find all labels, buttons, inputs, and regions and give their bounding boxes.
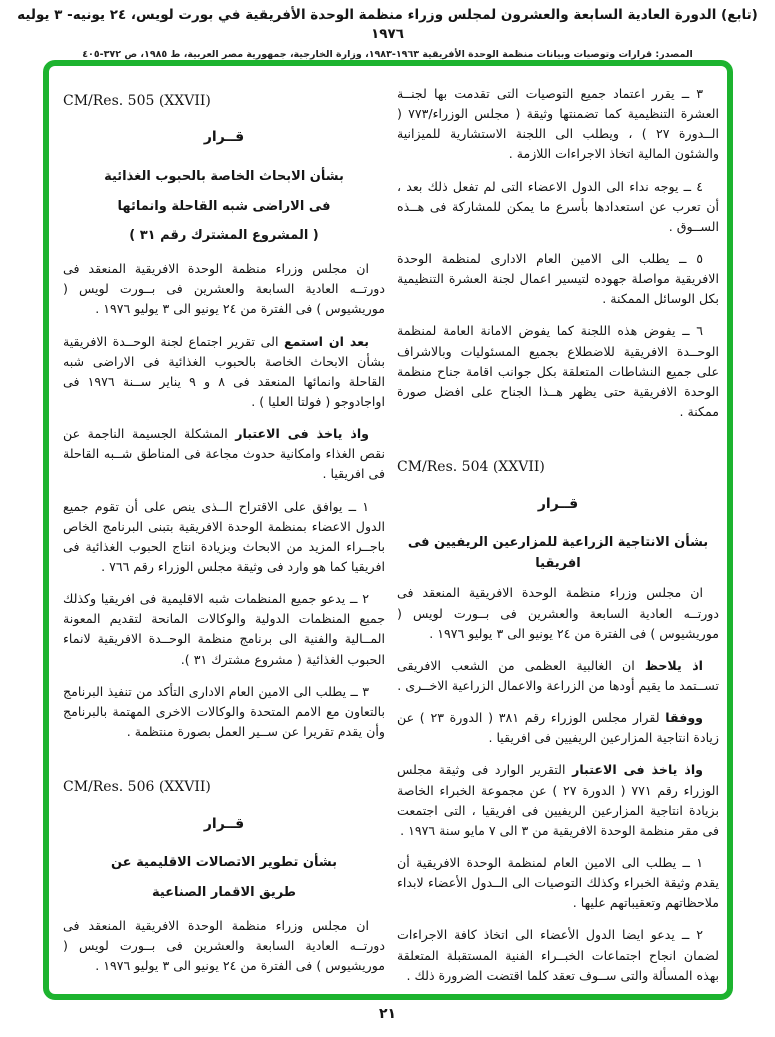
resolution-number: CM/Res. 506 (XXVII) [63,779,211,796]
clause-text: المشكلة الجسيمة الناجمة عن نقص الغذاء وامكانية حدوث مجاعة فى المناطق شــبه القاحلة فى افريقيا . [63,426,385,482]
resolution-clause [63,916,385,976]
resolution-clause [63,424,385,484]
resolution-number: CM/Res. 505 (XXVII) [63,93,211,109]
clause-lead: واذ ياخذ فى الاعتبار [572,762,703,778]
clause-text: ٥ ــ يطلب الى الامين العام الادارى لمنظمة الوحدة الافريقية مواصلة جهوده لتيسير اعمال لجنة العشرة التنظيمية بكل الوسائل الممكنة . [397,250,719,307]
resolution-clause [397,760,719,841]
clause-text: ٢ ــ يدعو جميع المنظمات شبه الاقليمية فى افريقيا وكذلك جميع المنظمات الدولية والوكالات المانحة لتقديم المعونة المــالية والفنية الى برنامج منظمة الوحــدة الافريقية لانماء الحبوب الغذائية ( مشروع مشترك ٣١ ). [63,591,385,667]
resolution-clause [397,177,719,237]
clause-text: ٣ ــ يقرر اعتماد جميع التوصيات التى تقدمت بها لجنــة العشرة التنظيمية كما تضمنتها وثيقة ( مجلس الوزراء/٧٧٣ ( الــدورة ٢٧ ) ، ويطلب الى اللجنة الاستشارية للميزانية والشئون المالية اتخاذ الاجراءات اللازمة . [397,86,719,162]
resolution-clause [397,925,719,985]
clause-text: ٢ ــ يدعو ايضا الدول الأعضاء الى اتخاذ كافة الاجراءات لضمان انجاح اجتماعات الخبــراء الفنية المستقبلة المتعلقة بهذه المسألة والتى ســوف تعقد كلما اقتضت الضرورة ذلك . [397,927,719,983]
clause-text: الى تقرير اجتماع لجنة الوحــدة الافريقية بشأن الابحاث الخاصة بالحبوب الغذائية فى الاراضى شبه القاحلة وانمائها المنعقد فى ٨ و ٩ يناير ســنة ١٩٧٦ فى اواجادوجو ( فولتا العليا ) . [63,333,386,410]
resolution-clause [397,249,719,309]
resolution-clause [63,589,385,670]
resolution-clause [397,708,719,748]
resolution-clause [397,656,719,696]
resolution-clause [397,84,719,165]
clause-text: ١ ــ يوافق على الاقتراح الــذى ينص على أن تقوم جميع الدول الاعضاء بمنظمة الوحدة الافريقية بتبنى البرنامج الخاص باجــراء المزيد من الابحاث وبزيادة انتاج الحبوب الغذائية فى افريقيا كما هو وارد فى وثيقة مجلس الوزراء رقم ٧٦٦ . [63,498,385,574]
clause-text: ان مجلس وزراء منظمة الوحدة الافريقية المنعقد فى دورتــه العادية السابعة والعشرين فى بــورت لويس ( موريشيوس ) فى الفترة من ٢٤ يونيو الى ٣ يوليو ١٩٧٦ . [63,917,385,973]
resolution-heading: قــرار [203,815,245,832]
clause-text: ان مجلس وزراء منظمة الوحدة الافريقية المنعقد فى دورتــه العادية السابعة والعشرين فى بــورت لويس ( موريشيوس ) فى الفترة من ٢٤ يونيو الى ٣ يوليو ١٩٧٦ . [63,261,385,317]
clause-lead: ووفقا [665,710,703,726]
resolution-clause [397,853,719,913]
resolution-title: طريق الاقمار الصناعية [151,884,297,900]
resolution-number: CM/Res. 504 (XXVII) [397,459,545,476]
clause-text: ١ ــ يطلب الى الامين العام لمنظمة الوحدة الافريقية أن يقدم وثيقة الخبراء وكذلك التوصيات الى الــدول الأعضاء لابداء ملاحظاتهم وتعقيباتهم عليها . [397,855,719,911]
header-session-title: (تابع) الدورة العادية السابعة والعشرون لمجلس وزراء منظمة الوحدة الأفريقية في بورت لويس، ٢٤ يونيه- ٣ يوليه ١٩٧٦ [17,7,758,42]
clause-lead: اذ يلاحظ [644,657,703,673]
header-source-line: المصدر: قرارات وتوصيات وبيانات منظمة الوحدة الأفريقية ١٩٦٣-١٩٨٣، وزارة الخارجية، جمهورية مصر العربية، ط ١٩٨٥، ص ٣٧٢-٤٠٥ [82,48,693,60]
resolution-title: بشأن الابحاث الخاصة بالحبوب الغذائية [104,168,344,184]
clause-text: ان الغالبية العظمى من الشعب الافريقى تســتمد ما يقيم أودها من الزراعة والاعمال الزراعية الاخــرى . [397,657,719,694]
resolution-heading: قــرار [203,129,245,146]
document-frame [43,60,733,1000]
page-header [0,6,775,60]
resolution-title: فى الاراضى شبه القاحلة وانمائها [117,198,331,214]
column-left [63,84,385,998]
clause-text: ٤ ــ يوجه نداء الى الدول الاعضاء التى لم تفعل ذلك بعد ، أن تعرب عن استعدادها بأسرع ما يمكن للمشاركة فى هــذه الســوق . [397,178,719,234]
page-number: ٢١ [378,1006,397,1022]
clause-text: لقرار مجلس الوزراء رقم ٣٨١ ( الدورة ٢٣ ) عن زيادة انتاجية المزارعين الريفيين فى افريقيا . [397,710,719,746]
column-right [397,84,719,998]
resolution-heading: قــرار [537,495,579,512]
resolution-clause [397,583,719,643]
clause-text: ٦ ــ يفوض هذه اللجنة كما يفوض الامانة العامة لمنظمة الوحــدة الافريقية للاضطلاع بجميع المسئوليات وبالاشراف على جميع النشاطات المتعلقة بكل جوانب اقامة جناح منظمة الوحدة الافريقية حتى يظهر هــذا الجناح على افضل صورة ممكنة . [397,323,719,419]
resolution-title: ( المشروع المشترك رقم ٣١ ) [129,228,319,244]
clause-lead: واذ ياخذ فى الاعتبار [235,426,369,442]
clause-text: ٣ ــ يطلب الى الامين العام الادارى التأكد من تنفيذ البرنامج بالتعاون مع الامم المتحدة والوكالات الاخرى المهتمة بالبرنامج وأن يقدم تقريرا عن ســير العمل بصورة منتظمة . [63,683,385,739]
resolution-clause [63,332,385,413]
resolution-clause [397,321,719,422]
resolution-title: بشأن الانتاجية الزراعية للمزارعين الريفيين فى افريقيا [407,534,709,571]
clause-text: التقرير الوارد فى وثيقة مجلس الوزراء رقم ٧٧١ ( الدورة ٢٧ ) عن مجموعة الخبراء الخاصة بزيادة انتاجية المزارعين الريفيين فى افريقيا ، التى اجتمعت فى مقر منظمة الوحدة الافريقية من ٣ الى ٧ مايو سنة ١٩٧٦ . [397,762,719,838]
resolution-clause [63,682,385,742]
two-column-layout [49,66,727,998]
resolution-clause [63,497,385,578]
clause-lead: بعد ان استمع [284,333,369,349]
resolution-clause [63,259,385,319]
resolution-title: بشأن تطوير الاتصالات الاقليمية عن [110,854,338,870]
clause-text: ان مجلس وزراء منظمة الوحدة الافريقية المنعقد فى دورتــه العادية السابعة والعشرين فى بــورت لويس ( موريشيوس ) فى الفترة من ٢٤ يونيو الى ٣ يوليو ١٩٧٦ . [397,585,719,641]
